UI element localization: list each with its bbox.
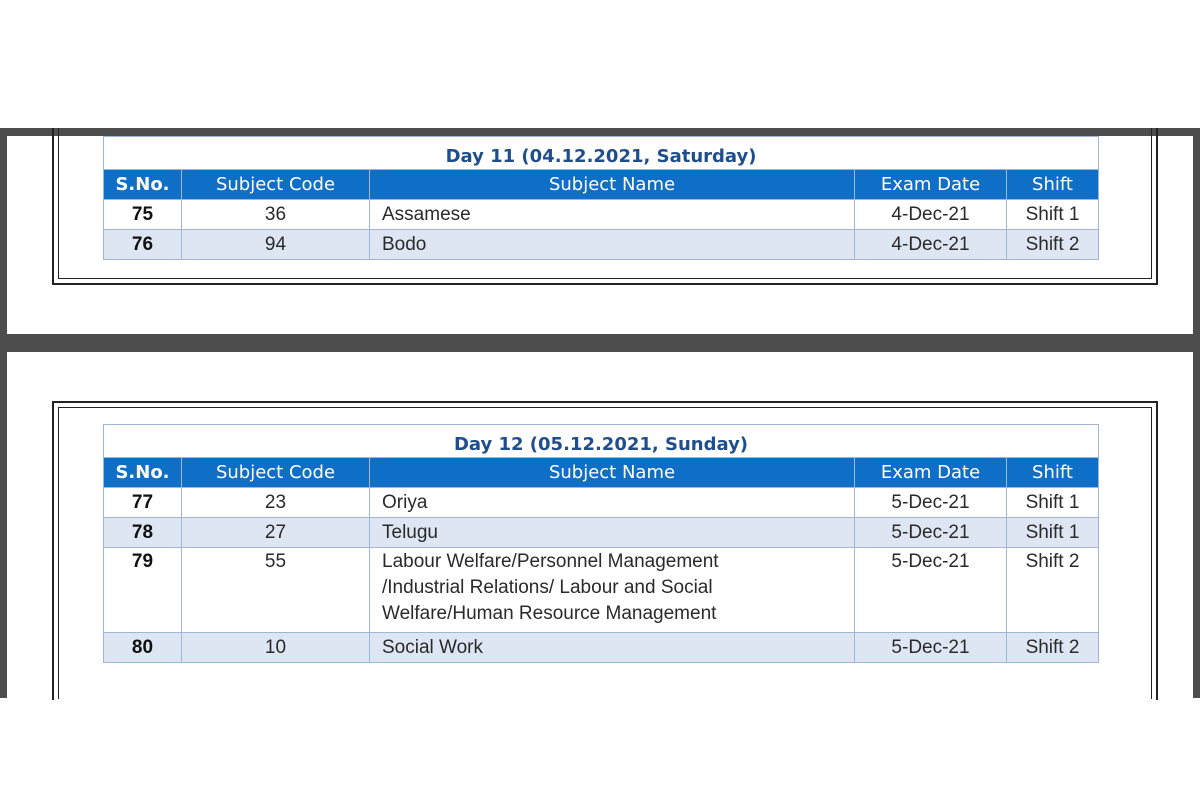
row-code: 94	[182, 230, 370, 260]
row-code: 10	[182, 633, 370, 663]
col-header-code: Subject Code	[182, 458, 370, 488]
day12-title: Day 12 (05.12.2021, Sunday)	[104, 425, 1099, 458]
col-header-name: Subject Name	[370, 458, 855, 488]
row-name: Social Work	[370, 633, 855, 663]
row-name: Bodo	[370, 230, 855, 260]
row-shift: Shift 2	[1007, 230, 1099, 260]
row-date: 5-Dec-21	[855, 518, 1007, 548]
row-date: 4-Dec-21	[855, 230, 1007, 260]
row-code: 27	[182, 518, 370, 548]
row-sno: 77	[104, 488, 182, 518]
day11-table	[103, 136, 1099, 260]
page-right-edge-bottom	[1193, 352, 1200, 698]
row-name-line: Labour Welfare/Personnel Management	[382, 551, 719, 572]
row-code: 55	[182, 548, 370, 633]
row-shift: Shift 2	[1007, 548, 1099, 633]
col-header-shift: Shift	[1007, 170, 1099, 200]
col-header-sno: S.No.	[104, 170, 182, 200]
table-row	[104, 200, 1099, 230]
row-sno: 75	[104, 200, 182, 230]
day12-header-row	[104, 458, 1099, 488]
day12-table	[103, 424, 1099, 663]
table-row	[104, 488, 1099, 518]
page-left-edge-bottom	[0, 352, 7, 698]
row-name: Oriya	[370, 488, 855, 518]
day11-header-row	[104, 170, 1099, 200]
day11-title: Day 11 (04.12.2021, Saturday)	[104, 137, 1099, 170]
page-left-edge-top	[0, 128, 7, 334]
row-date: 4-Dec-21	[855, 200, 1007, 230]
row-date: 5-Dec-21	[855, 488, 1007, 518]
row-sno: 80	[104, 633, 182, 663]
row-sno: 78	[104, 518, 182, 548]
col-header-date: Exam Date	[855, 458, 1007, 488]
row-date: 5-Dec-21	[855, 633, 1007, 663]
table-row	[104, 633, 1099, 663]
row-name: Assamese	[370, 200, 855, 230]
row-date: 5-Dec-21	[855, 548, 1007, 633]
page-right-edge-top	[1193, 128, 1200, 334]
row-shift: Shift 1	[1007, 518, 1099, 548]
row-shift: Shift 2	[1007, 633, 1099, 663]
table-row	[104, 548, 1099, 633]
table-row	[104, 230, 1099, 260]
row-sno: 76	[104, 230, 182, 260]
row-shift: Shift 1	[1007, 488, 1099, 518]
col-header-shift: Shift	[1007, 458, 1099, 488]
row-sno: 79	[104, 548, 182, 633]
row-name-line: /Industrial Relations/ Labour and Social	[382, 577, 713, 598]
col-header-name: Subject Name	[370, 170, 855, 200]
table-row	[104, 518, 1099, 548]
col-header-date: Exam Date	[855, 170, 1007, 200]
col-header-code: Subject Code	[182, 170, 370, 200]
row-code: 23	[182, 488, 370, 518]
row-name-line: Welfare/Human Resource Management	[382, 603, 717, 624]
row-name: Telugu	[370, 518, 855, 548]
row-shift: Shift 1	[1007, 200, 1099, 230]
row-name	[370, 548, 855, 633]
row-code: 36	[182, 200, 370, 230]
col-header-sno: S.No.	[104, 458, 182, 488]
page-separator-middle	[0, 334, 1200, 352]
